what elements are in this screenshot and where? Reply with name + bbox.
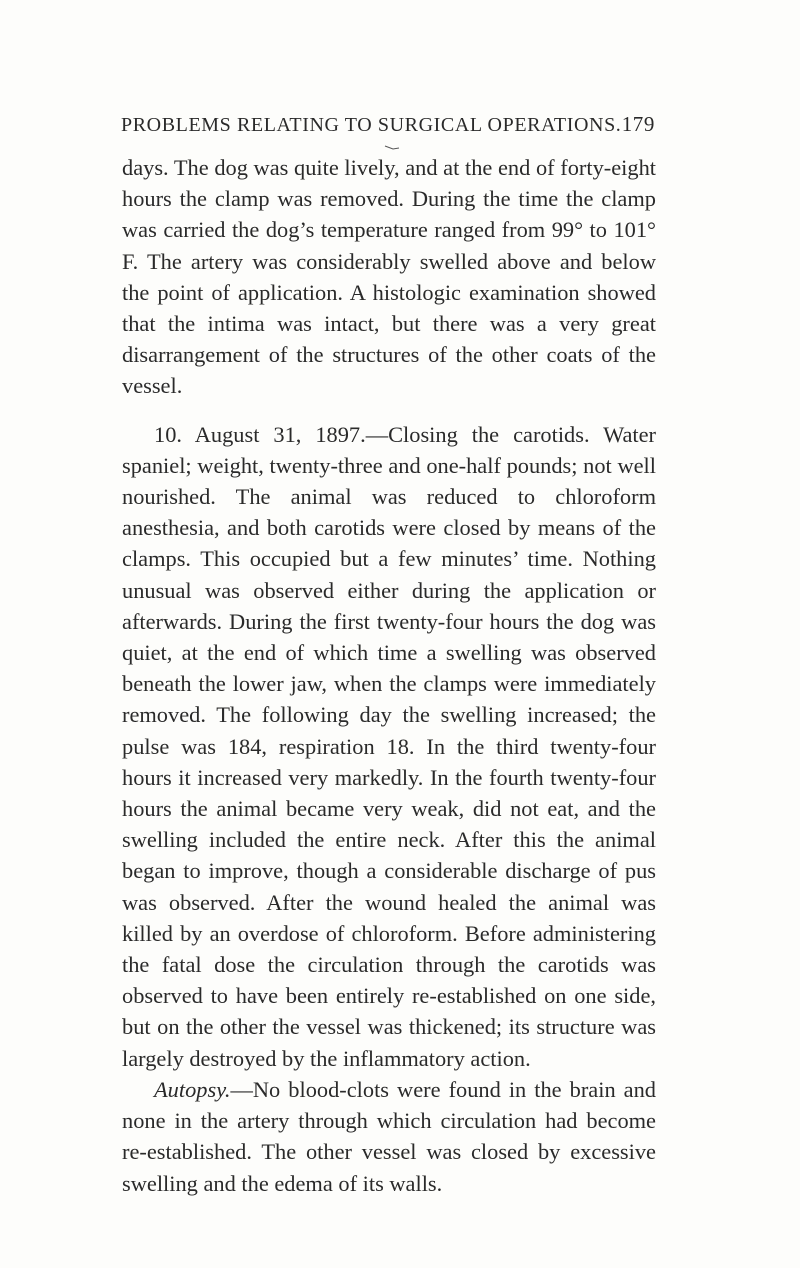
running-head bbox=[121, 112, 655, 137]
body-text bbox=[122, 152, 656, 1199]
running-title: PROBLEMS RELATING TO SURGICAL OPERATIONS. bbox=[121, 114, 622, 136]
autopsy-label: Autopsy. bbox=[154, 1076, 231, 1102]
autopsy-text: —No blood-clots were found in the brain and none in the artery through which circulation had become re-established. The other vessel was closed by excessive swelling and the edema of its walls. bbox=[122, 1076, 656, 1196]
paragraph-continuation: days. The dog was quite lively, and at the end of forty-eight hours the clamp was removed. During the time the clamp was carried the dog’s temperature ranged from 99° to 101° F. The artery was considerably swelled above and below the point of application. A histologic examination showed that the intima was intact, but there was a very great disarrangement of the structures of the other coats of the vessel. bbox=[122, 155, 656, 399]
printer-mark bbox=[384, 145, 400, 151]
paragraph-autopsy bbox=[122, 1074, 656, 1199]
page-number: 179 bbox=[621, 112, 655, 136]
paragraph-experiment-10: 10. August 31, 1897.—Closing the carotids. Water spaniel; weight, twenty-three and one-half pounds; not well nourished. The animal was reduced to chloroform anesthesia, and both carotids were closed by means of the clamps. This occupied but a few minutes’ time. Nothing unusual was observed either during the application or afterwards. During the first twenty-four hours the dog was quiet, at the end of which time a swelling was observed beneath the lower jaw, when the clamps were immediately removed. The following day the swelling increased; the pulse was 184, respiration 18. In the third twenty-four hours it increased very markedly. In the fourth twenty-four hours the animal became very weak, did not eat, and the swelling included the entire neck. After this the animal began to improve, though a considerable discharge of pus was observed. After the wound healed the animal was killed by an overdose of chloroform. Before administering the fatal dose the circulation through the carotids was observed to have been entirely re-established on one side, but on the other the vessel was thickened; its structure was largely destroyed by the inflammatory action. bbox=[122, 421, 656, 1071]
